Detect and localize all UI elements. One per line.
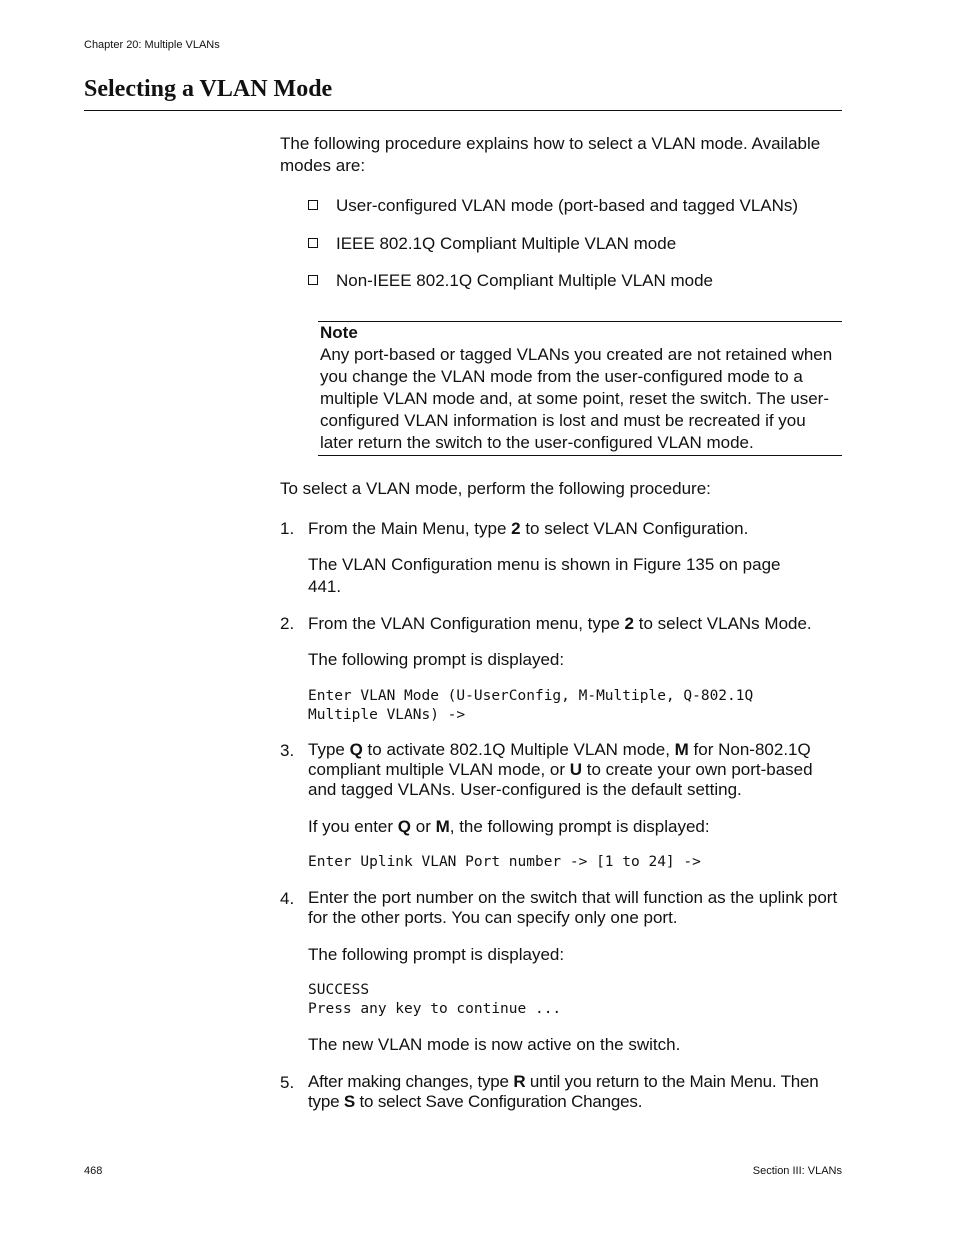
mode-item-label: Non-IEEE 802.1Q Compliant Multiple VLAN mode [336, 271, 714, 290]
step-2-note: The following prompt is displayed: [308, 650, 565, 669]
note-box [320, 322, 842, 454]
step-text: From the VLAN Configuration menu, type 2 to select VLANs Mode. [308, 614, 812, 633]
step-number: 4. [280, 889, 295, 908]
step-4-result: The new VLAN mode is now active on the switch. [308, 1035, 681, 1054]
step-4-code: SUCCESS Press any key to continue ... [308, 982, 562, 1017]
note-heading: Note [320, 323, 358, 342]
checkbox-bullet-icon [308, 275, 318, 285]
step-1 [280, 518, 845, 540]
step-3-note: If you enter Q or M, the following prompt is displayed: [308, 817, 710, 836]
step-3 [280, 740, 845, 800]
step-text: Enter the port number on the switch that will function as the uplink port for the other ports. You can specify only one port. [308, 888, 838, 927]
running-header: Chapter 20: Multiple VLANs [84, 39, 220, 51]
step-text: From the Main Menu, type 2 to select VLAN Configuration. [308, 519, 749, 538]
step-text: After making changes, type R until you return to the Main Menu. Then type S to select Save Configuration Changes. [308, 1072, 819, 1111]
note-text: Any port-based or tagged VLANs you created are not retained when you change the VLAN mode from the user-configured mode to a multiple VLAN mode and, at some point, reset the switch. The user-configured VLAN information is lost and must be recreated if you later return the switch to the user-configured VLAN mode. [320, 345, 833, 452]
page-title: Selecting a VLAN Mode [84, 76, 333, 102]
mode-item [308, 195, 798, 217]
intro-paragraph: The following procedure explains how to select a VLAN mode. Available modes are: [280, 134, 821, 175]
step-4 [280, 888, 845, 928]
note-bottom-rule [318, 455, 842, 456]
checkbox-bullet-icon [308, 200, 318, 210]
mode-item [308, 270, 713, 292]
step-number: 2. [280, 614, 295, 633]
checkbox-bullet-icon [308, 238, 318, 248]
step-5 [280, 1072, 845, 1112]
procedure-intro: To select a VLAN mode, perform the following procedure: [280, 479, 711, 498]
mode-item [308, 233, 676, 255]
title-rule [84, 110, 842, 111]
section-footer: Section III: VLANs [752, 1165, 842, 1177]
step-2-code: Enter VLAN Mode (U-UserConfig, M-Multiple, Q-802.1Q Multiple VLANs) -> [308, 688, 754, 723]
step-1-note: The VLAN Configuration menu is shown in Figure 135 on page 441. [308, 555, 781, 596]
step-number: 5. [280, 1073, 295, 1092]
page-number: 468 [84, 1165, 103, 1177]
step-text: Type Q to activate 802.1Q Multiple VLAN mode, M for Non-802.1Q compliant multiple VLAN mode, or U to create your own port-based and tagged VLANs. User-configured is the default setting. [308, 740, 813, 799]
mode-item-label: User-configured VLAN mode (port-based and tagged VLANs) [336, 196, 799, 215]
step-2 [280, 613, 845, 635]
step-number: 3. [280, 741, 295, 760]
step-3-code: Enter Uplink VLAN Port number -> [1 to 24] -> [308, 854, 701, 870]
step-4-note: The following prompt is displayed: [308, 945, 565, 964]
step-number: 1. [280, 519, 295, 538]
mode-item-label: IEEE 802.1Q Compliant Multiple VLAN mode [336, 234, 677, 253]
